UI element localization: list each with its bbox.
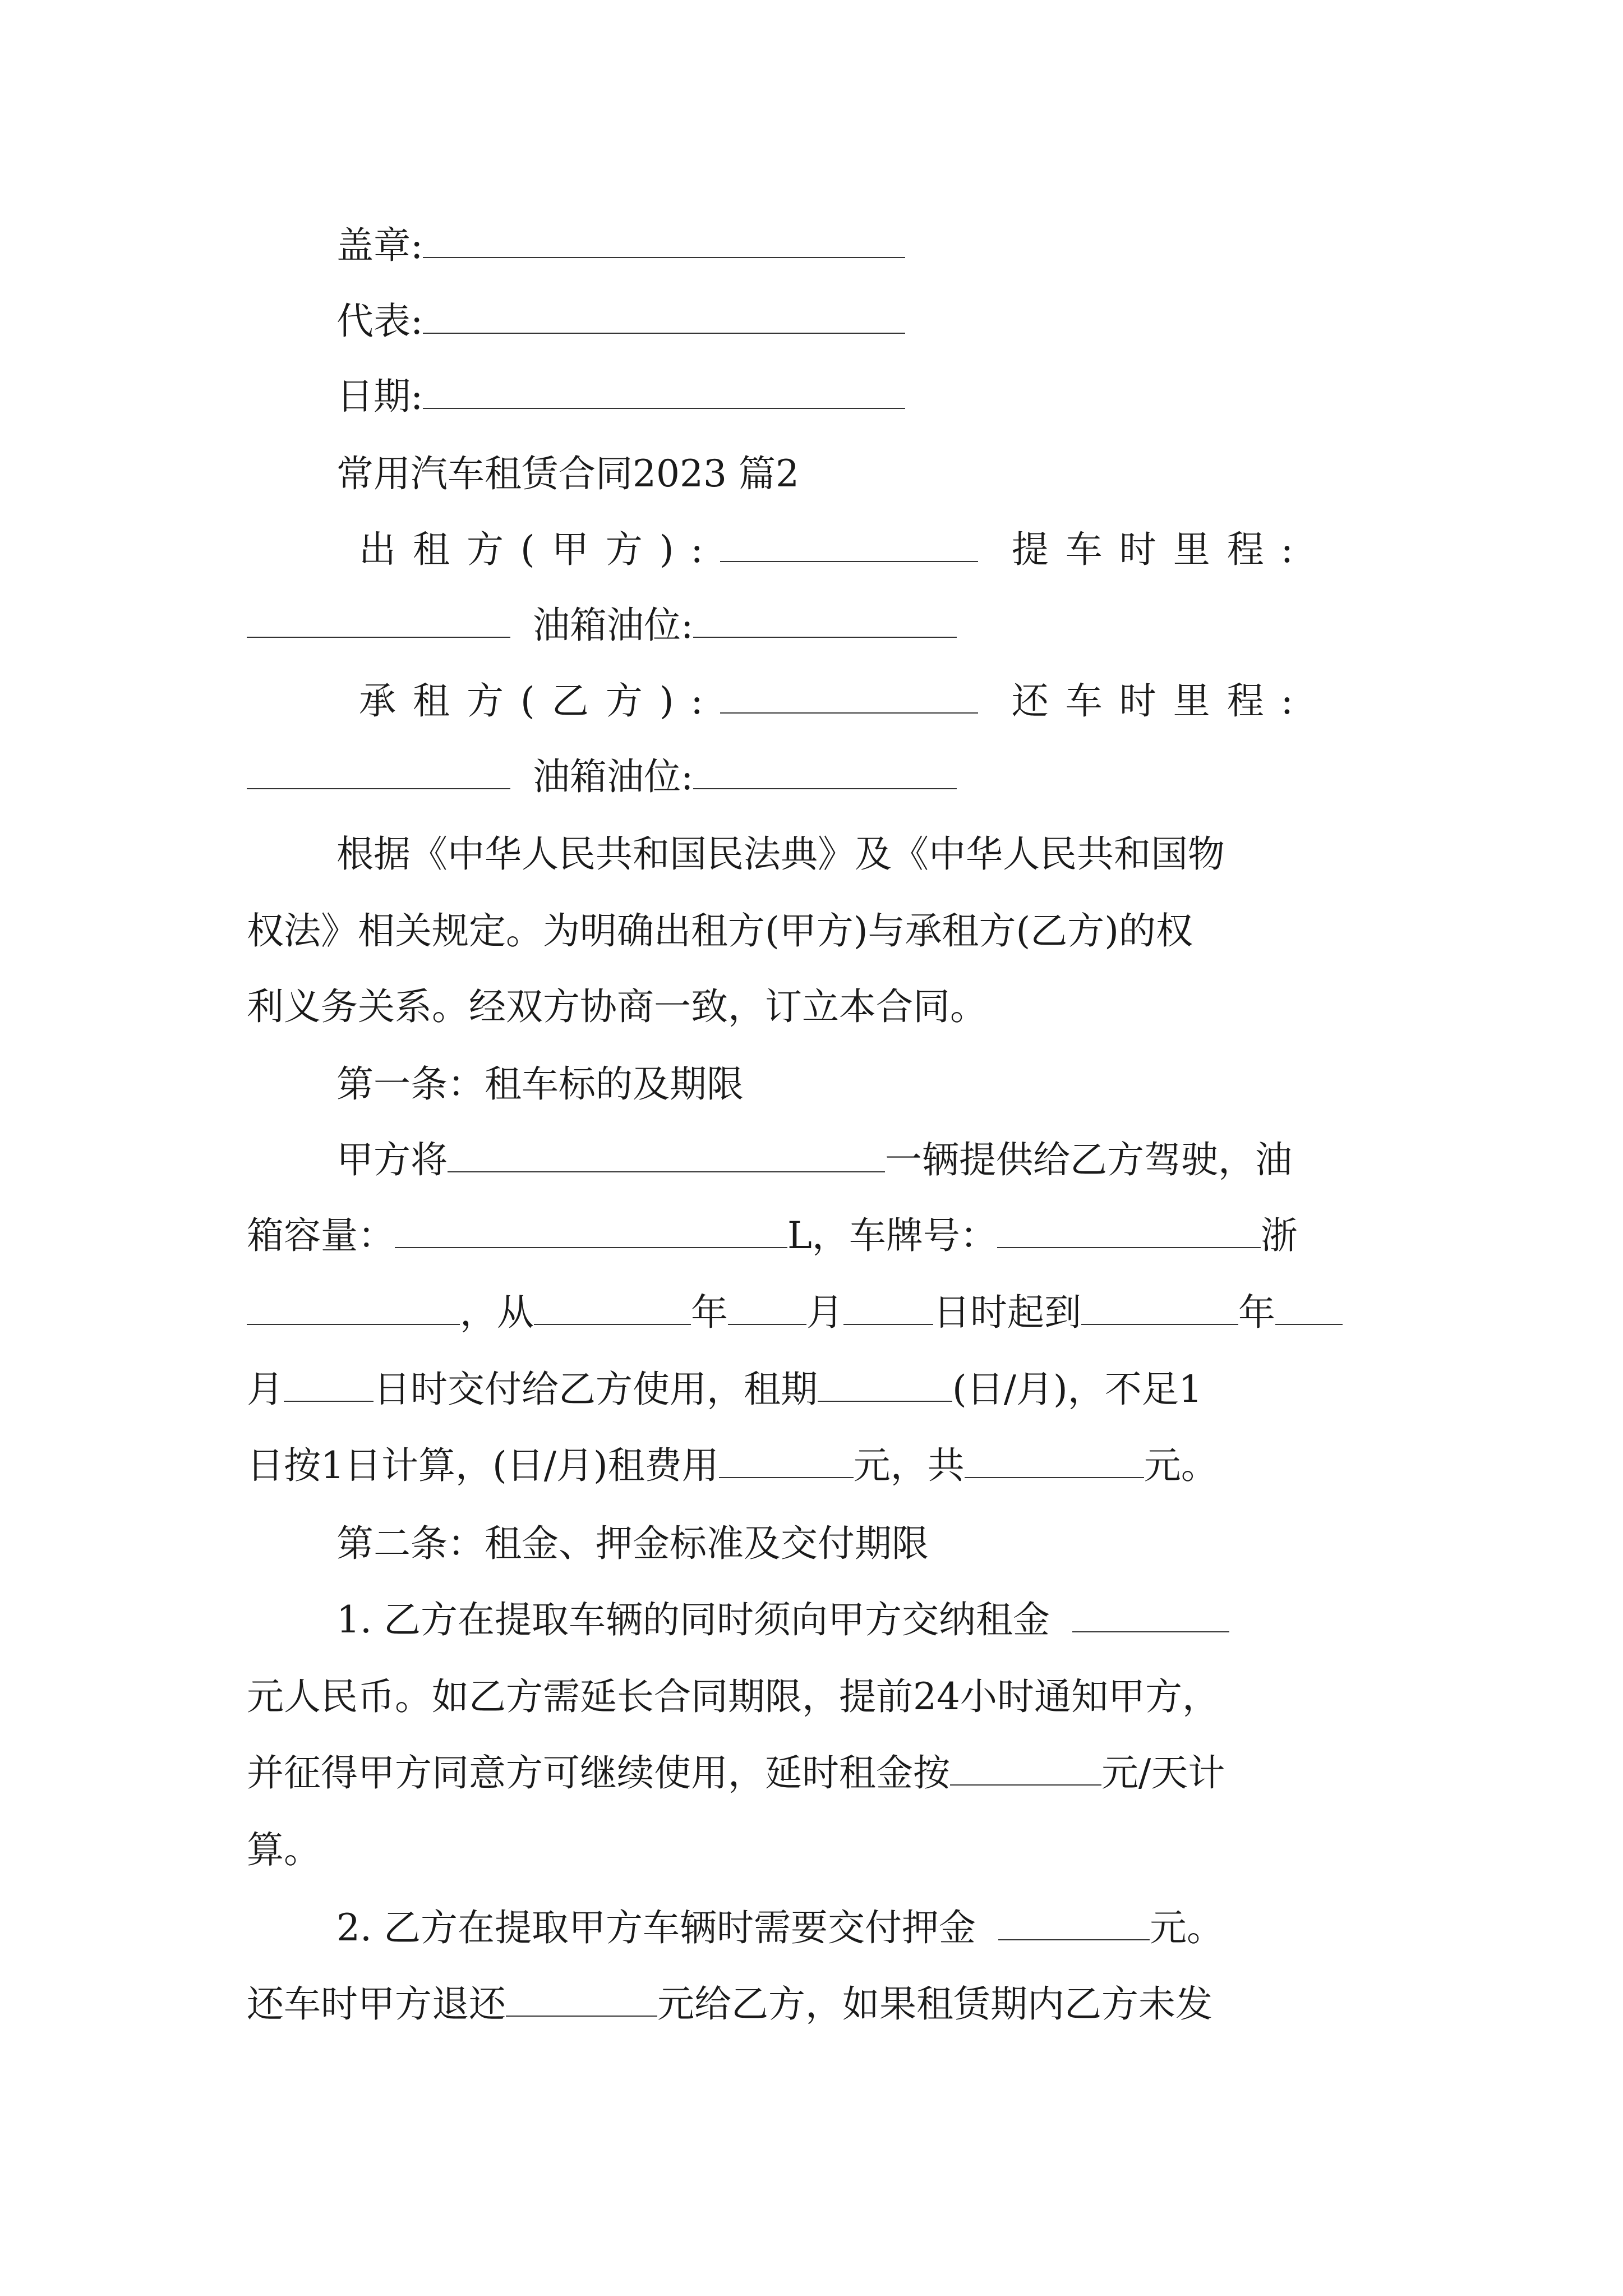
plate-number-blank[interactable]	[247, 1292, 460, 1325]
lessee-blank[interactable]	[720, 681, 978, 714]
article1-line-2	[247, 1213, 1298, 1258]
article1-text: 日时交付给乙方使用，租期	[374, 1368, 818, 1411]
article1-title: 第一条：租车标的及期限	[336, 1062, 744, 1106]
seal-blank[interactable]	[423, 226, 905, 258]
end-day-blank[interactable]	[284, 1369, 374, 1402]
representative-line	[336, 299, 905, 344]
article1-text: 元，共	[853, 1444, 965, 1487]
article2-text: 并征得甲方同意方可继续使用，延时租金按	[247, 1751, 950, 1795]
date-line	[336, 374, 905, 419]
pickup-fuel-blank[interactable]	[693, 605, 957, 638]
article2-line-1	[336, 1598, 1229, 1642]
intro-line-1: 根据《中华人民共和国民法典》及《中华人民共和国物	[336, 832, 1225, 876]
article1-text: 浙	[1260, 1214, 1298, 1257]
return-fuel-blank[interactable]	[693, 757, 957, 789]
article2-text: 还车时甲方退还	[247, 1982, 506, 2026]
article2-text: 元/天计	[1101, 1751, 1225, 1795]
article1-line-4	[247, 1367, 1202, 1412]
article2-line-6	[247, 1982, 1212, 2027]
article1-text: 日按1日计算，(日/月)租费用	[247, 1444, 719, 1487]
article2-line-4: 算。	[247, 1828, 321, 1871]
start-day-blank[interactable]	[843, 1292, 933, 1325]
article1-text: 元。	[1144, 1444, 1218, 1487]
representative-blank[interactable]	[423, 301, 905, 334]
article1-text: 月	[806, 1291, 843, 1334]
overtime-rent-blank[interactable]	[950, 1753, 1101, 1786]
article1-line-5	[247, 1443, 1218, 1488]
return-fuel-label: 油箱油位:	[533, 755, 694, 798]
article1-text: (日/月)，不足1	[952, 1368, 1202, 1411]
end-month-blank[interactable]	[1275, 1292, 1343, 1325]
total-fee-blank[interactable]	[965, 1446, 1144, 1478]
article1-text: 甲方将	[336, 1138, 448, 1181]
rental-term-blank[interactable]	[818, 1369, 952, 1402]
daily-fee-blank[interactable]	[719, 1446, 854, 1478]
pickup-mileage-blank[interactable]	[247, 605, 510, 638]
pickup-mileage-label: 提车时里程:	[1011, 528, 1310, 571]
article1-line-3	[247, 1290, 1343, 1335]
representative-label: 代表:	[336, 300, 423, 343]
article1-text: 日时起到	[933, 1291, 1081, 1334]
article1-text: L，车牌号：	[787, 1214, 997, 1257]
return-mileage-label: 还车时里程:	[1011, 679, 1310, 723]
article1-line-1	[336, 1138, 1292, 1182]
article1-text: ，从	[460, 1291, 534, 1334]
rent-amount-blank[interactable]	[1072, 1600, 1229, 1632]
article1-text: 箱容量：	[247, 1214, 395, 1257]
seal-label: 盖章:	[336, 224, 423, 267]
return-mileage-blank[interactable]	[247, 757, 510, 789]
intro-line-2: 权法》相关规定。为明确出租方(甲方)与承租方(乙方)的权	[247, 909, 1193, 953]
pickup-fuel-label: 油箱油位:	[533, 604, 694, 647]
seal-line	[336, 223, 905, 268]
plate-blank[interactable]	[997, 1216, 1261, 1248]
intro-line-3: 利义务关系。经双方协商一致，订立本合同。	[247, 985, 987, 1028]
article1-text: 一辆提供给乙方驾驶，油	[885, 1138, 1292, 1181]
lessee-line	[359, 679, 1310, 724]
article2-text: 元给乙方，如果租赁期内乙方未发	[657, 1982, 1212, 2026]
article2-line-2: 元人民币。如乙方需延长合同期限，提前24小时通知甲方，	[247, 1675, 1219, 1718]
date-blank[interactable]	[423, 376, 905, 409]
refund-blank[interactable]	[506, 1984, 657, 2017]
lessor-blank[interactable]	[720, 530, 978, 562]
start-month-blank[interactable]	[728, 1292, 806, 1325]
tank-capacity-blank[interactable]	[395, 1216, 787, 1248]
pickup-fuel-line	[247, 603, 957, 648]
return-fuel-line	[247, 754, 957, 799]
article2-text: 2. 乙方在提取甲方车辆时需要交付押金	[336, 1906, 976, 1949]
article2-line-3	[247, 1751, 1225, 1796]
section-heading: 常用汽车租赁合同2023 篇2	[336, 452, 799, 495]
article2-title: 第二条：租金、押金标准及交付期限	[336, 1522, 929, 1565]
lessor-line	[359, 527, 1310, 572]
lessee-label: 承租方(乙方):	[359, 679, 720, 723]
lessor-label: 出租方(甲方):	[359, 528, 720, 571]
deposit-blank[interactable]	[998, 1908, 1150, 1940]
article2-line-5	[336, 1906, 1224, 1950]
date-label: 日期:	[336, 375, 423, 418]
vehicle-blank[interactable]	[448, 1140, 885, 1172]
article1-text: 年	[1238, 1291, 1275, 1334]
article1-text: 年	[691, 1291, 728, 1334]
article2-text: 1. 乙方在提取车辆的同时须向甲方交纳租金	[336, 1598, 1050, 1641]
end-year-blank[interactable]	[1081, 1292, 1238, 1325]
article2-text: 元。	[1149, 1906, 1224, 1949]
start-year-blank[interactable]	[534, 1292, 691, 1325]
article1-text: 月	[247, 1368, 284, 1411]
